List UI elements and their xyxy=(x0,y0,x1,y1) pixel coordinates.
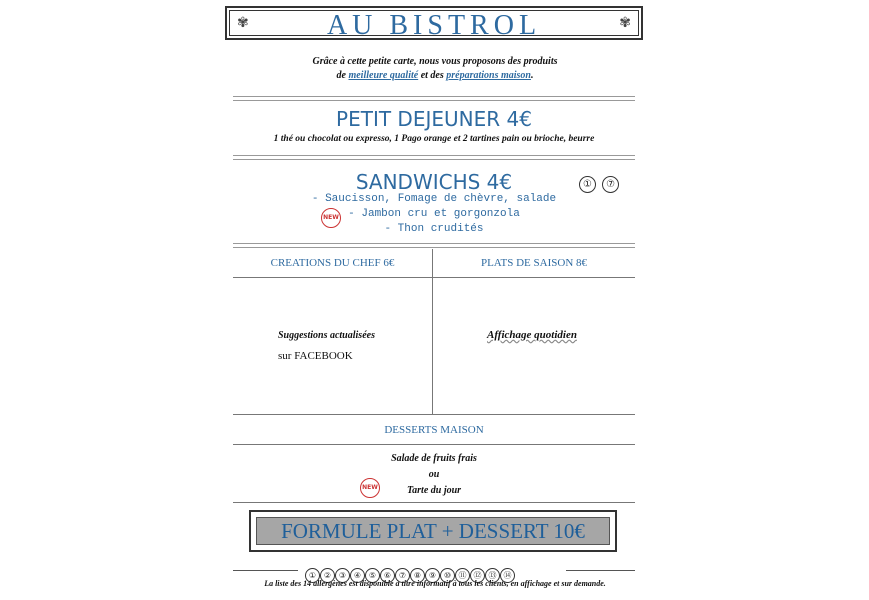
list-item: - Jambon cru et gorgonzola xyxy=(348,208,520,220)
column-divider xyxy=(432,249,433,414)
allergen-footer-note: La liste des 14 allergènes est disponible à titre informatif à tous les clients, en affichage et sur demande. xyxy=(264,579,606,588)
dessert-item: Tarte du jour xyxy=(406,485,462,496)
formule-label: FORMULE PLAT + DESSERT 10€ xyxy=(256,517,610,545)
allergen-badge: ⑧ xyxy=(410,568,425,583)
plats-saison-text: Affichage quotidien xyxy=(487,329,577,341)
sandwichs-allergens xyxy=(579,172,620,193)
new-badge-icon: NEW xyxy=(321,208,341,228)
divider xyxy=(233,155,635,160)
divider xyxy=(233,96,635,101)
intro-line1: Grâce à cette petite carte, nous vous proposons des produits xyxy=(312,56,558,67)
intro-text xyxy=(230,55,640,83)
allergen-badge: ④ xyxy=(350,568,365,583)
allergen-badge: ③ xyxy=(335,568,350,583)
new-badge-icon: NEW xyxy=(360,478,380,498)
dessert-separator: ou xyxy=(428,469,440,480)
allergen-badge: ⑫ xyxy=(470,568,485,583)
right-ornament-icon: ✾ xyxy=(619,15,631,31)
intro-line2-prefix: de xyxy=(336,70,349,81)
dessert-item: Salade de fruits frais xyxy=(391,453,477,464)
divider xyxy=(233,444,635,445)
title-box xyxy=(225,6,643,40)
creations-line2: sur FACEBOOK xyxy=(278,350,353,362)
sandwichs-title: SANDWICHS 4€ xyxy=(355,170,513,194)
creations-text xyxy=(278,326,375,366)
allergen-badge: ⑩ xyxy=(440,568,455,583)
sandwichs-list xyxy=(233,192,635,237)
desserts-list xyxy=(233,451,635,499)
intro-line2 xyxy=(230,69,640,83)
allergen-badge: ① xyxy=(579,176,596,193)
divider xyxy=(233,414,635,415)
allergen-badge: ① xyxy=(305,568,320,583)
divider xyxy=(233,243,635,248)
formule-box xyxy=(249,510,617,552)
desserts-title: DESSERTS MAISON xyxy=(384,424,484,436)
allergen-badge: ⑦ xyxy=(395,568,410,583)
allergen-badge: ⑦ xyxy=(602,176,619,193)
intro-line2-mid: et des xyxy=(418,70,447,81)
restaurant-title: AU BISTROL xyxy=(326,10,542,41)
allergen-badge: ⑬ xyxy=(485,568,500,583)
divider xyxy=(233,502,635,503)
list-item: - Thon crudités xyxy=(384,223,484,235)
allergen-badge: ② xyxy=(320,568,335,583)
allergen-badge: ⑥ xyxy=(380,568,395,583)
list-item: - Saucisson, Fomage de chèvre, salade xyxy=(311,193,557,205)
homemade-link[interactable]: préparations maison xyxy=(446,70,531,81)
intro-line2-suffix: . xyxy=(530,70,534,81)
left-ornament-icon: ✾ xyxy=(237,15,249,31)
divider xyxy=(233,277,635,278)
allergen-badge: ⑭ xyxy=(500,568,515,583)
plats-saison-title: PLATS DE SAISON 8€ xyxy=(480,257,588,269)
creations-line1: Suggestions actualisées xyxy=(278,330,375,341)
petit-dejeuner-title: PETIT DEJEUNER 4€ xyxy=(336,107,532,131)
allergen-badge: ⑨ xyxy=(425,568,440,583)
creations-title: CREATIONS DU CHEF 6€ xyxy=(270,257,395,269)
quality-link[interactable]: meilleure qualité xyxy=(348,70,419,81)
divider xyxy=(566,570,635,571)
divider xyxy=(233,570,298,571)
petit-dejeuner-description: 1 thé ou chocolat ou expresso, 1 Pago orange et 2 tartines pain ou brioche, beurre xyxy=(273,134,595,144)
allergen-badge: ⑤ xyxy=(365,568,380,583)
allergen-badge: ⑪ xyxy=(455,568,470,583)
